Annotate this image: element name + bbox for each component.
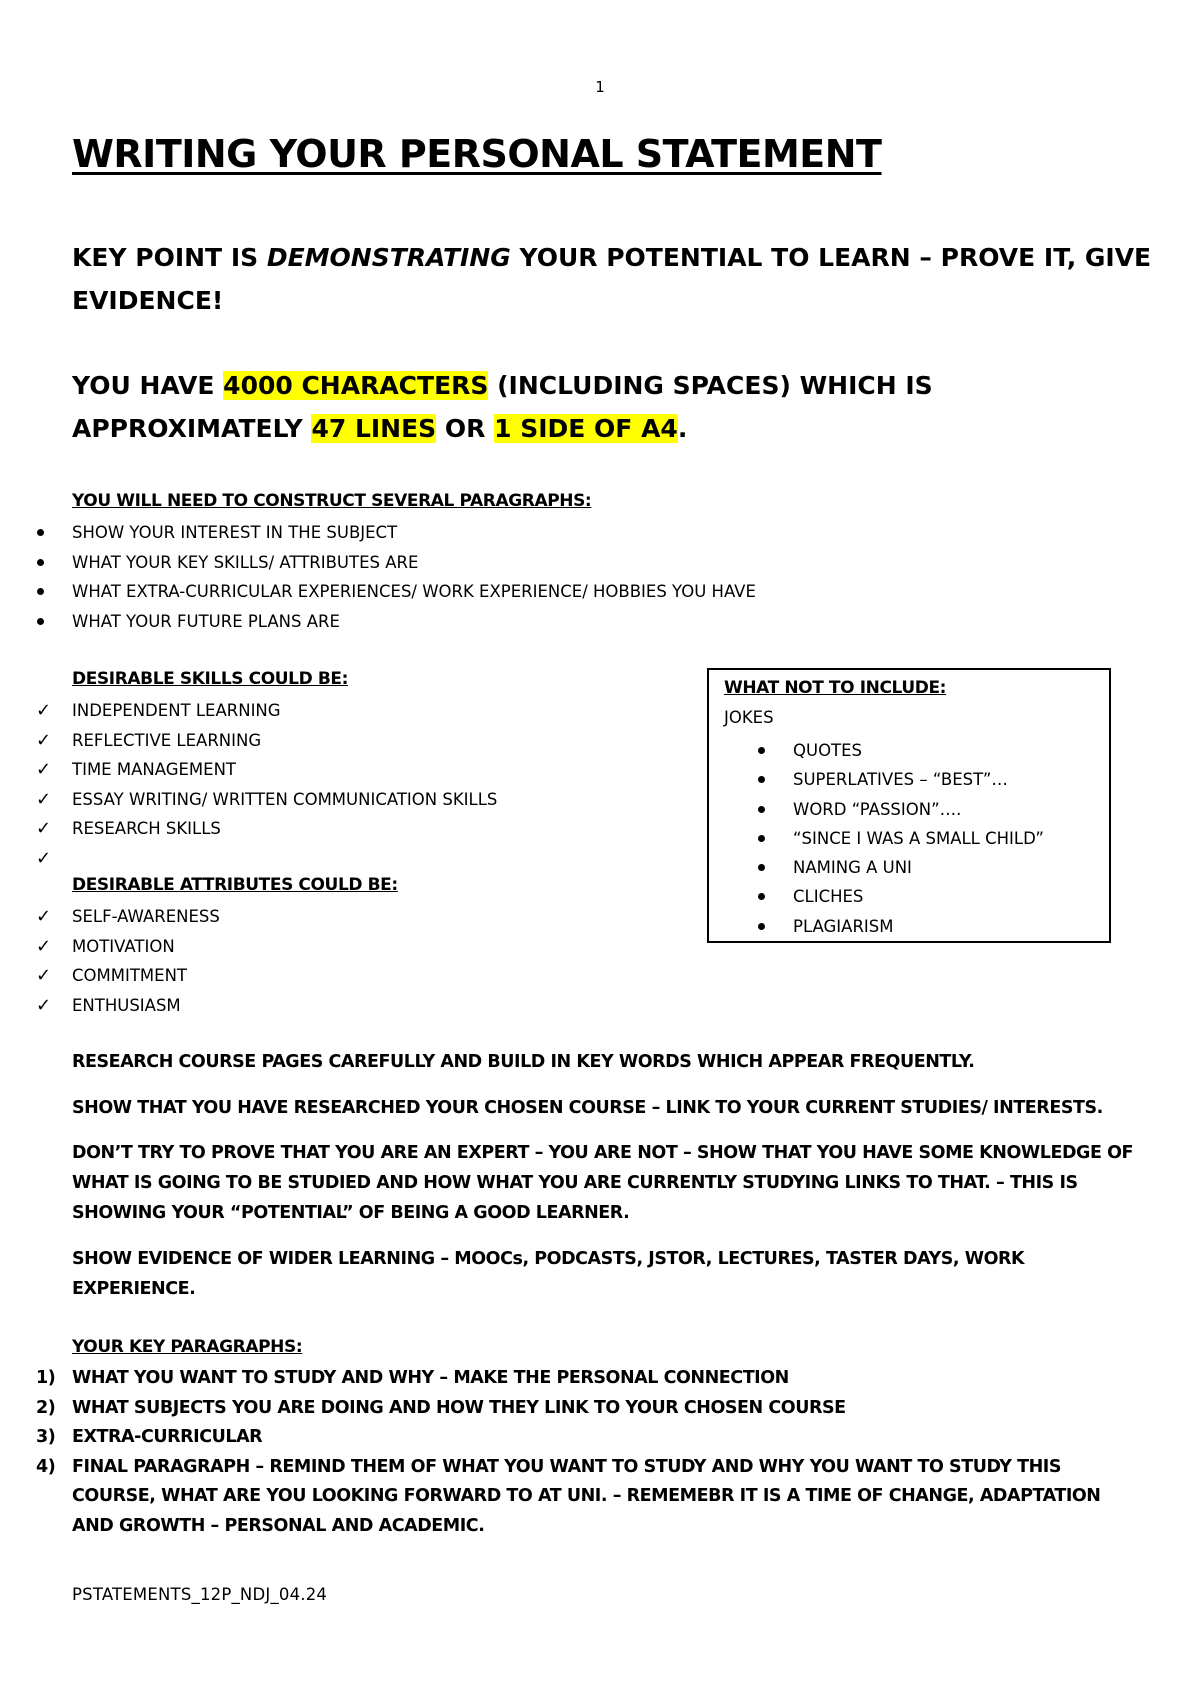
list-item	[36, 932, 220, 962]
limits-text-4: .	[677, 414, 688, 443]
list-item-text: PLAGIARISM	[793, 916, 894, 936]
check-icon: ✓	[36, 788, 52, 810]
key-paragraphs-list	[36, 1364, 1122, 1541]
list-item-text: WHAT YOUR KEY SKILLS/ ATTRIBUTES ARE	[72, 552, 419, 572]
list-number: 2)	[36, 1397, 56, 1418]
not-include-heading: WHAT NOT TO INCLUDE:	[724, 678, 947, 698]
list-item	[36, 785, 497, 815]
list-item	[757, 765, 1044, 794]
advice-paragraph: SHOW EVIDENCE OF WIDER LEARNING – MOOCs, PODCASTS, JSTOR, LECTURES, TASTER DAYS, WORK EXPERIENCE.	[72, 1249, 1025, 1299]
list-item-text: ENTHUSIASM	[72, 995, 181, 1015]
bullet-icon	[758, 923, 765, 930]
key-point	[72, 236, 1152, 322]
highlight-characters: 4000 CHARACTERS	[223, 371, 489, 400]
skills-list	[36, 696, 497, 873]
check-icon: ✓	[36, 847, 52, 869]
what-not-to-include-box	[707, 668, 1111, 943]
bullet-icon	[37, 529, 44, 536]
advice-paragraph: SHOW THAT YOU HAVE RESEARCHED YOUR CHOSEN COURSE – LINK TO YOUR CURRENT STUDIES/ INTERESTS.	[72, 1098, 1103, 1118]
bullet-icon	[758, 806, 765, 813]
check-icon: ✓	[36, 729, 52, 751]
list-item	[36, 1394, 1122, 1424]
highlight-lines: 47 LINES	[311, 414, 437, 443]
list-item	[36, 518, 756, 548]
list-item	[757, 853, 1044, 882]
list-item-text: WHAT YOUR FUTURE PLANS ARE	[72, 611, 340, 631]
list-item-text: SELF-AWARENESS	[72, 907, 220, 926]
key-point-emphasis: DEMONSTRATING	[266, 243, 511, 272]
list-number: 3)	[36, 1427, 56, 1447]
check-icon: ✓	[36, 994, 52, 1016]
list-item	[36, 577, 756, 607]
list-item-text: ESSAY WRITING/ WRITTEN COMMUNICATION SKILLS	[72, 789, 498, 809]
bullet-icon	[758, 776, 765, 783]
check-icon: ✓	[36, 818, 52, 839]
list-item-text: WORD “PASSION”….	[793, 799, 962, 819]
list-item-text: SUPERLATIVES – “BEST”…	[793, 770, 1008, 790]
list-item	[36, 844, 497, 874]
list-item	[36, 1453, 1122, 1542]
check-icon: ✓	[36, 965, 52, 986]
list-item-text: NAMING A UNI	[793, 858, 912, 878]
not-include-first: JOKES	[724, 708, 774, 727]
check-icon: ✓	[36, 935, 52, 957]
not-include-list	[757, 736, 1044, 941]
list-item	[36, 726, 497, 756]
check-icon: ✓	[36, 906, 52, 927]
key-paragraphs-heading: YOUR KEY PARAGRAPHS:	[72, 1337, 303, 1357]
list-item-text: WHAT SUBJECTS YOU ARE DOING AND HOW THEY LINK TO YOUR CHOSEN COURSE	[72, 1397, 846, 1418]
list-item-text: RESEARCH SKILLS	[72, 819, 221, 838]
list-item-text: WHAT YOU WANT TO STUDY AND WHY – MAKE THE PERSONAL CONNECTION	[72, 1368, 789, 1388]
list-item	[36, 814, 497, 844]
paragraphs-list	[36, 518, 756, 636]
bullet-icon	[37, 588, 44, 595]
attributes-heading: DESIRABLE ATTRIBUTES COULD BE:	[72, 875, 398, 895]
bullet-icon	[758, 747, 765, 754]
bullet-icon	[758, 835, 765, 842]
list-item	[757, 824, 1044, 853]
list-item	[757, 736, 1044, 765]
limits-text-3: OR	[436, 414, 495, 443]
bullet-icon	[37, 559, 44, 566]
attributes-list	[36, 902, 220, 1020]
list-item-text: QUOTES	[793, 741, 863, 760]
list-item	[757, 912, 1044, 941]
list-number: 4)	[36, 1456, 56, 1477]
list-item	[36, 548, 756, 578]
list-item-text: EXTRA-CURRICULAR	[72, 1427, 263, 1447]
advice-paragraph: RESEARCH COURSE PAGES CAREFULLY AND BUILD IN KEY WORDS WHICH APPEAR FREQUENTLY.	[72, 1052, 975, 1072]
bullet-icon	[37, 618, 44, 625]
check-icon: ✓	[36, 700, 52, 721]
list-item-text: INDEPENDENT LEARNING	[72, 701, 281, 720]
list-item-text: SHOW YOUR INTEREST IN THE SUBJECT	[72, 523, 398, 542]
key-point-after: YOUR POTENTIAL TO LEARN – PROVE IT, GIVE EVIDENCE!	[72, 243, 1152, 315]
check-icon: ✓	[36, 759, 52, 780]
page-number: 1	[595, 78, 605, 96]
list-item	[757, 882, 1044, 911]
list-number: 1)	[36, 1368, 56, 1388]
list-item	[36, 1364, 1122, 1394]
list-item	[36, 902, 220, 932]
list-item-text: “SINCE I WAS A SMALL CHILD”	[793, 828, 1044, 848]
list-item-text: REFLECTIVE LEARNING	[72, 730, 262, 750]
list-item	[36, 755, 497, 785]
list-item	[36, 961, 220, 991]
limits-text-1: YOU HAVE	[72, 371, 224, 400]
document-footer: PSTATEMENTS_12P_NDJ_04.24	[72, 1585, 328, 1604]
paragraphs-heading: YOU WILL NEED TO CONSTRUCT SEVERAL PARAGRAPHS:	[72, 491, 592, 511]
bullet-icon	[758, 864, 765, 871]
length-limits	[72, 364, 1152, 450]
list-item-text: MOTIVATION	[72, 936, 175, 956]
list-item-text: WHAT EXTRA-CURRICULAR EXPERIENCES/ WORK EXPERIENCE/ HOBBIES YOU HAVE	[72, 582, 756, 601]
list-item-text: COMMITMENT	[72, 966, 188, 985]
list-item-text: CLICHES	[793, 887, 864, 907]
list-item	[36, 607, 756, 637]
highlight-side: 1 SIDE OF A4	[494, 414, 678, 443]
document-title: WRITING YOUR PERSONAL STATEMENT	[72, 132, 882, 176]
key-point-before: KEY POINT IS	[72, 243, 267, 272]
limits-text-2: (INCLUDING SPACES) WHICH IS APPROXIMATELY	[72, 371, 933, 443]
advice-paragraph: DON’T TRY TO PROVE THAT YOU ARE AN EXPERT – YOU ARE NOT – SHOW THAT YOU HAVE SOME KNOWLEDGE OF WHAT IS GOING TO BE STUDIED AND HOW WHAT YOU ARE CURRENTLY STUDYING LINKS TO THAT. – THIS IS SHOWING YOUR “POTENTIAL” OF BEING A GOOD LEARNER.	[72, 1143, 1134, 1223]
list-item	[36, 1423, 1122, 1453]
bullet-icon	[758, 893, 765, 900]
list-item	[757, 795, 1044, 824]
list-item-text: FINAL PARAGRAPH – REMIND THEM OF WHAT YOU WANT TO STUDY AND WHY YOU WANT TO STUDY THIS COURSE, WHAT ARE YOU LOOKING FORWARD TO AT UNI. – REMEMEBR IT IS A TIME OF CHANGE, ADAPTATION AND GROWTH – PERSONAL AND ACADEMIC.	[72, 1456, 1101, 1536]
skills-heading: DESIRABLE SKILLS COULD BE:	[72, 669, 348, 689]
list-item	[36, 696, 497, 726]
list-item	[36, 991, 220, 1021]
list-item-text: TIME MANAGEMENT	[72, 760, 237, 779]
